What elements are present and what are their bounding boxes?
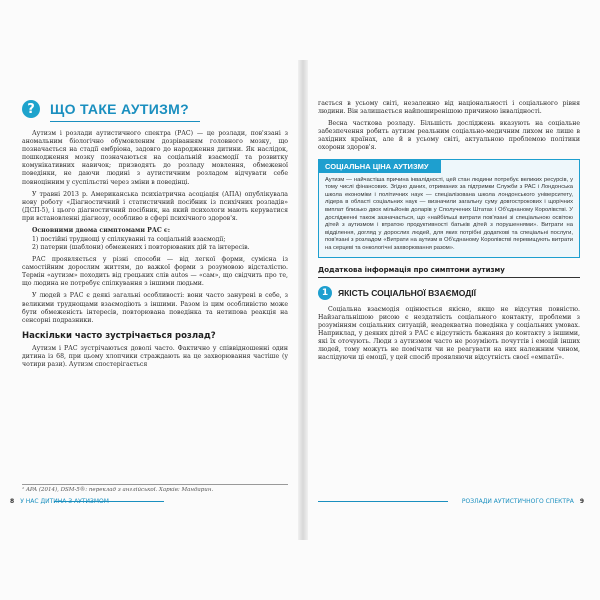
subheading: Наскільки часто зустрічається розлад?: [22, 330, 216, 341]
info-box-title: СОЦІАЛЬНА ЦІНА АУТИЗМУ: [319, 160, 441, 173]
paragraph: гається в усьому світі, незалежно від національності і соціального рівня людини. Він залишається найпоширенішою причиною інвалідності.: [318, 100, 580, 116]
paragraph: Аутизм і розлади аутистичного спектра (РАС) — це розлади, пов'язані з аномальним біологічно обумовленим дозріванням головного мозку, що позначається на стадії ембріона, задовго до народження дитини. Як наслідок, пошкодження мозку позначаються на соціальній взаємодії та розвитку комунікативних навичок; призводять до розладу мовлення, обмеженої поведінки, не даючи людині з аутистичним розладом відчувати себе повноцінним у суспільстві через зміни в поведінці.: [22, 130, 288, 186]
running-footer: У НАС ДИТИНА З АУТИЗМОМ: [20, 497, 109, 505]
footer-right: [462, 495, 590, 507]
info-box: [318, 159, 580, 258]
paragraph: РАС проявляється у різні способи — від легкої форми, сумісна із самостійним дорослим життям, до важкої форми з розумовою відсталістю. Термін «аутизм» походить від грецьких слів autos — «сам», що свідчить про те, що людина не потребує спілкування з іншими людьми.: [22, 256, 288, 288]
additional-info-heading: Додаткова інформація про симптоми аутизму: [318, 266, 580, 278]
footnote: ¹ APA (2014), DSM-5®: переклад з англійської. Харків: Мандарин.: [22, 484, 288, 493]
paragraph: Аутизм і РАС зустрічаються доволі часто. Фактично у співвідношенні один дитина із 68, при цьому хлопчики страждають на це захворювання частіше (у чотири рази). Аутизм спостерігається: [22, 344, 288, 368]
running-footer: РОЗЛАДИ АУТИСТИЧНОГО СПЕКТРА: [461, 497, 574, 505]
paragraph: Весна часткова розладу. Більшість досліджень вказують на соціальне забезпечення робить аутизм реальним соціально-медичним лихом не лише в західних країнах, але й в усьому світі, актуальною проблемою політики охорони здоров'я.: [318, 120, 580, 152]
section-title: ЯКІСТЬ СОЦІАЛЬНОЇ ВЗАЄМОДІЇ: [338, 287, 477, 298]
paragraph: У травні 2013 р. Американська психіатрична асоціація (АПА) опублікувала нову роботу «Діагностичний і статистичний посібник із психічних розладів» (ДСП-5), і цього діагностичний посібник, на який психологи мають керуватися при встановленні діагнозу, особливо в сфері психічного здоров'я.: [22, 190, 288, 222]
book-gutter: [298, 60, 308, 540]
right-page: [318, 100, 580, 520]
title-row: [22, 100, 288, 118]
paragraph: Соціальна взаємодія оцінюється якісно, якщо не відсутня повністю. Найзагальнішою рисою є нездатність соціального контакту, проблеми з розумінням соціальних ситуацій, неадекватна поведінка у соціальних умовах. Наприклад, у деяких дітей з РАС є відсутність бажання до контакту з іншими, які їх оточують. Люди з аутизмом часто не розуміють почуттів і емоцій інших людей, тому можуть не помічати чи не реагувати на них належним чином, наслідуючи ці емоції, у цей спосіб проявляючи відсутність своєї «емпатії».: [318, 305, 580, 362]
footer-left: [4, 495, 109, 507]
question-mark-icon: ?: [22, 100, 40, 118]
footer-rule-right: [318, 501, 448, 502]
info-box-text: Аутизм — найчастіша причина інвалідності, цей стан людини потребує великих ресурсів, у тому числі фінансових. Згідно даних, отриманих за підтримки Служби з РАС і Лондонська школа економіки і політичних наук — спеціалізована школа лондонського університету, лідера в області соціальних наук — визначили загальну суму довгострокових і щорічних виплат близько двох мільйонів доларів у Сполучених Штатах і Об'єднаному Королівстві. У дослідженні також зазначається, що «найбільші витрати пов'язані зі спеціальною освітою дітей з аутизмом і втратою продуктивності батьків дітей з порушеннями». Витрати на відділення, догляд у дорослих людей, для яких потрібні додаткові та спеціальні послуги, пов'язані з розладом «Витрати на аутизм в Об'єднаному Королівстві перевищують витрати на серцеві та онкологічні захворювання разом».: [325, 176, 573, 251]
title-underline: [50, 121, 200, 122]
left-page: [22, 100, 288, 520]
paragraph: У людей з РАС є деякі загальні особливості: вони часто занурені в себе, з великими труднощами взаємодіють з іншими. Разом із цим особливістю може бути обмеженість інтересів, повторювана поведінка та нетипова реакція на сенсорні подразники.: [22, 292, 288, 324]
list-item: 2) патерни (шаблони) обмежених і повторюваних дій та інтересів.: [32, 244, 250, 252]
section-heading: [318, 286, 580, 300]
page-number: 8: [10, 497, 15, 505]
list-item: 1) постійні труднощі у спілкуванні та соціальній взаємодії;: [32, 236, 226, 244]
number-one-icon: 1: [318, 286, 332, 300]
list-heading: Основними двома симптомами РАС є:: [32, 227, 170, 235]
page-number: 9: [579, 497, 584, 505]
page-title: ЩО ТАКЕ АУТИЗМ?: [50, 101, 189, 117]
